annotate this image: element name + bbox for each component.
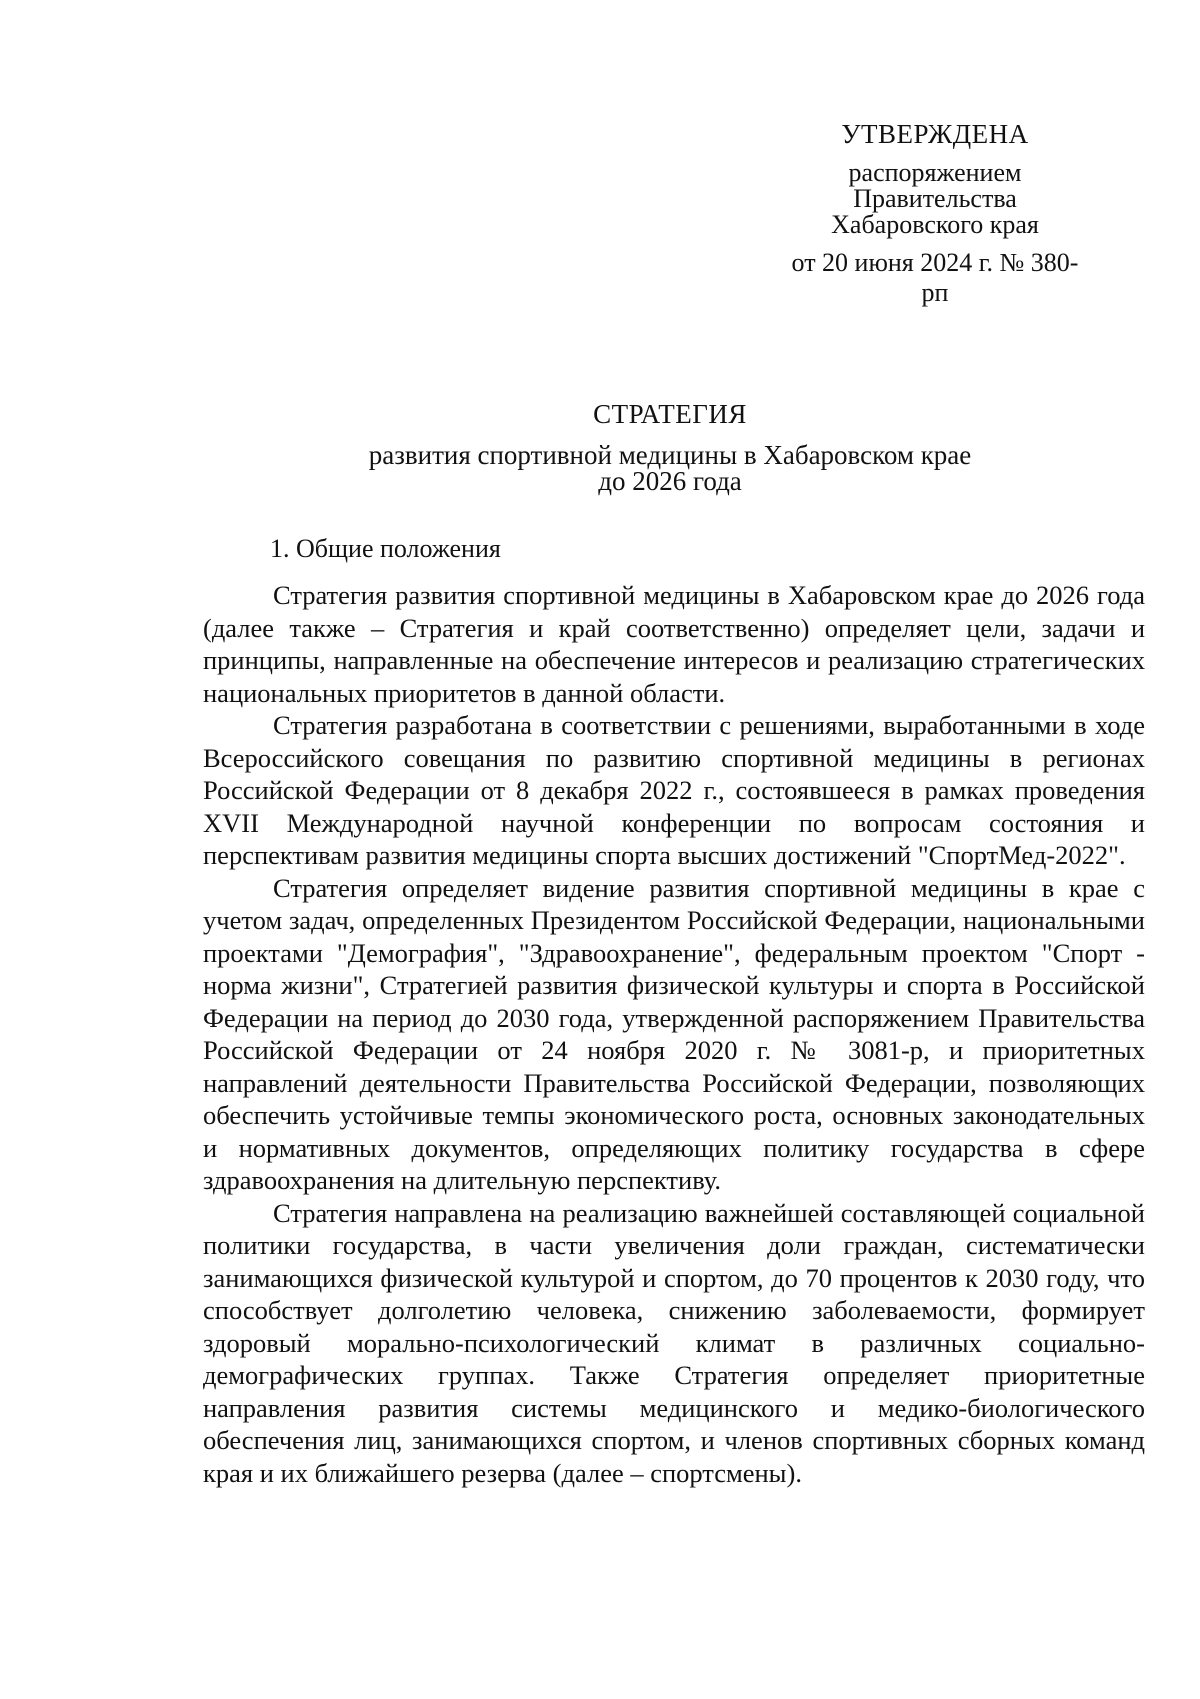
section-heading: 1. Общие положения	[270, 534, 501, 563]
approval-title: УТВЕРЖДЕНА	[841, 119, 1029, 149]
paragraph: Стратегия направлена на реализацию важнейшей составляющей социальной политики государства, в части увеличения доли граждан, систематически занимающихся физической культурой и спортом, до 70 процентов к 2030 году, что способствует долголетию человека, снижению заболеваемости, формирует здоровый морально-психологический климат в различных социально-демографических группах. Также Стратегия определяет приоритетные направления развития системы медицинского и медико-биологического обеспечения лиц, занимающихся спортом, и членов спортивных сборных команд края и их ближайшего резерва (далее – спортсмены).	[203, 1197, 1145, 1488]
document-subtitle	[0, 442, 1200, 494]
body-text	[203, 579, 1145, 1489]
subtitle-line: до 2026 года	[598, 466, 742, 496]
paragraph: Стратегия разработана в соответствии с решениями, выработанными в ходе Всероссийского совещания по развитию спортивной медицины в регионах Российской Федерации от 8 декабря 2022 г., состоявшееся в рамках проведения XVII Международной научной конференции по вопросам состояния и перспективам развития медицины спорта высших достижений "СпортМед-2022".	[203, 710, 1145, 870]
approval-block	[780, 118, 1090, 308]
document-title: СТРАТЕГИЯ	[593, 399, 747, 429]
paragraph: Стратегия развития спортивной медицины в Хабаровском крае до 2026 года (далее также – Стратегия и край соответственно) определяет цели, задачи и принципы, направленные на обеспечение интересов и реализацию стратегических национальных приоритетов в данной области.	[203, 580, 1145, 708]
approval-date-number: от 20 июня 2024 г. № 380-рп	[791, 248, 1079, 307]
paragraph: Стратегия определяет видение развития спортивной медицины в крае с учетом задач, определенных Президентом Российской Федерации, национальными проектами "Демография", "Здравоохранение", федеральным проектом "Спорт - норма жизни", Стратегией развития физической культуры и спорта в Российской Федерации на период до 2030 года, утвержденной распоряжением Правительства Российской Федерации от 24 ноября 2020 г. № 3081-р, и приоритетных направлений деятельности Правительства Российской Федерации, позволяющих обеспечить устойчивые темпы экономического роста, основных законодательных и нормативных документов, определяющих политику государства в сфере здравоохранения на длительную перспективу.	[203, 872, 1145, 1195]
approval-line: Хабаровского края	[831, 210, 1039, 239]
approval-line: Правительства	[853, 184, 1017, 213]
approval-line: распоряжением	[848, 158, 1022, 187]
subtitle-line: развития спортивной медицины в Хабаровском крае	[368, 440, 972, 470]
